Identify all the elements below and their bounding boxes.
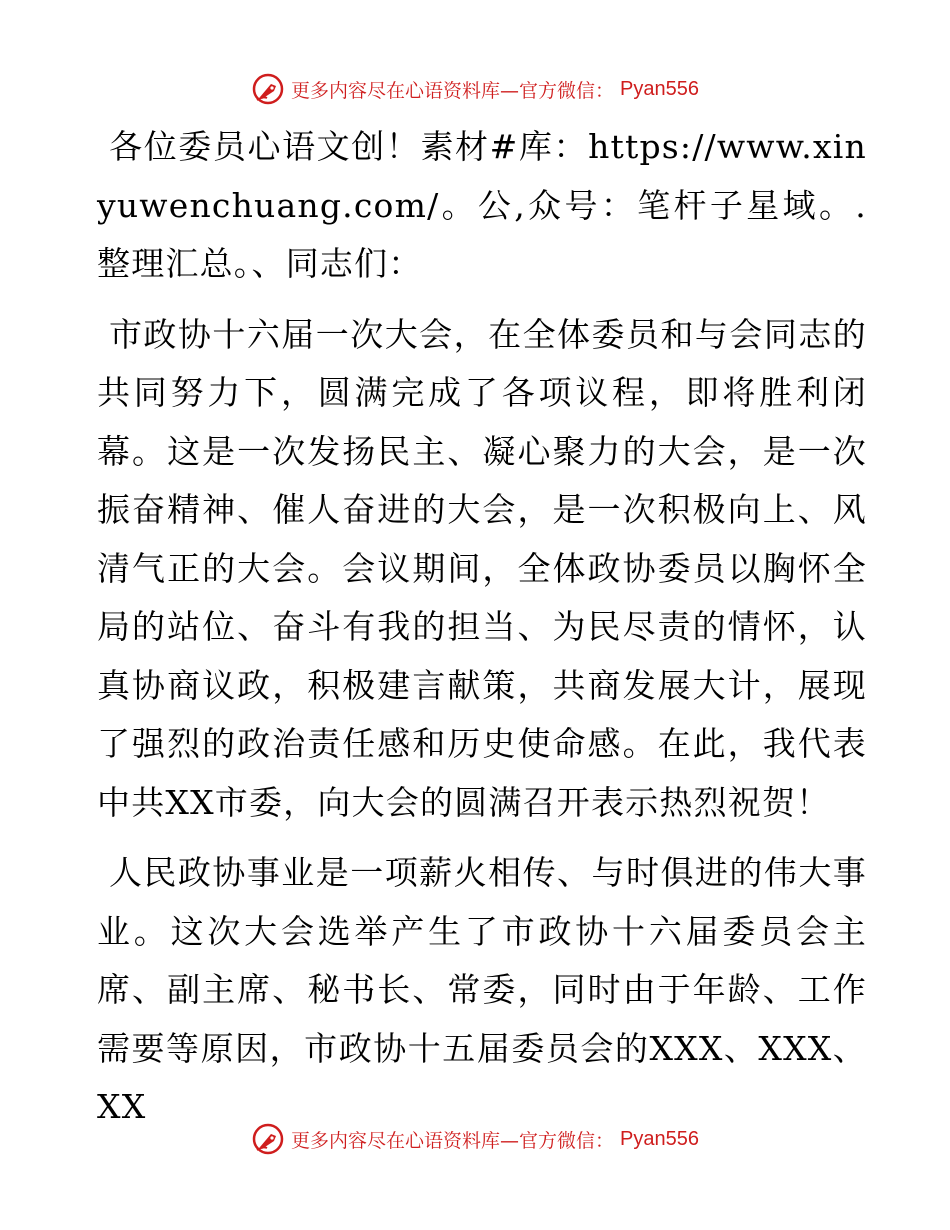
banner-text: 更多内容尽在心语资料库—官方微信：	[291, 1129, 615, 1152]
pen-nib-logo-icon	[251, 1122, 285, 1156]
header-watermark-banner	[0, 72, 950, 106]
pen-nib-logo-icon	[251, 72, 285, 106]
banner-wechat-id: Pyan556	[620, 77, 699, 100]
paragraph-cppcc-cause: 人民政协事业是一项薪火相传、与时俱进的伟大事业。这次大会选举产生了市政协十六届委员会主席、副主席、秘书长、常委，同时由于年龄、工作需要等原因，市政协十五届委员会的XXX、XXX、XX	[97, 853, 867, 1126]
banner-wechat-id: Pyan556	[620, 1127, 699, 1150]
paragraph-meeting-summary: 市政协十六届一次大会，在全体委员和与会同志的共同努力下，圆满完成了各项议程，即将胜利闭幕。这是一次发扬民主、凝心聚力的大会，是一次振奋精神、催人奋进的大会，是一次积极向上、风清气正的大会。会议期间，全体政协委员以胸怀全局的站位、奋斗有我的担当、为民尽责的情怀，认真协商议政，积极建言献策，共商发展大计，展现了强烈的政治责任感和历史使命感。在此，我代表中共XX市委，向大会的圆满召开表示热烈祝贺！	[97, 314, 867, 822]
paragraph-greeting: 各位委员心语文创！素材#库：https://www.xinyuwenchuang.com/。公,众号：笔杆子星域。.整理汇总。、同志们：	[97, 127, 867, 283]
footer-watermark-banner	[0, 1122, 950, 1156]
document-body	[97, 118, 867, 1149]
banner-text: 更多内容尽在心语资料库—官方微信：	[291, 79, 615, 102]
